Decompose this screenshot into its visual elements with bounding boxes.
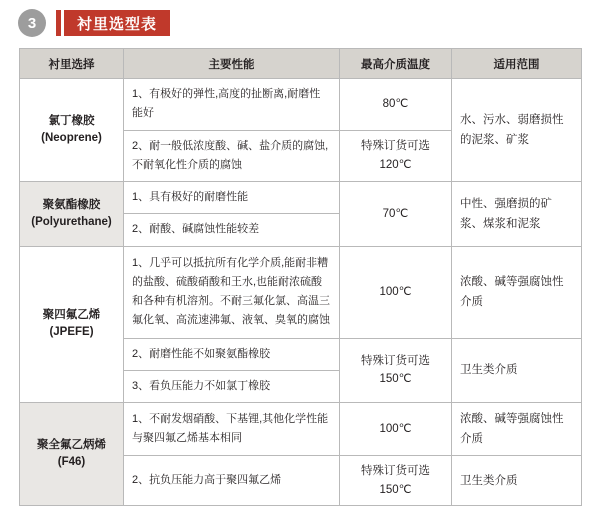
max-temp-line1: 特殊订货可选: [361, 465, 430, 478]
max-temp-cell: 100℃: [340, 246, 452, 338]
liner-name-polyurethane: [20, 182, 124, 247]
liner-name-line2: (Polyurethane): [31, 215, 112, 228]
scope-cell: 卫生类介质: [452, 338, 582, 403]
performance-cell: 1、几乎可以抵抗所有化学介质,能耐非糟的盐酸、硫酸硝酸和王水,也能耐浓硫酸和各种有机溶剂。不耐三氟化氯、高温三氟化氧、高流速沸氟、液氧、臭氧的腐蚀: [124, 246, 340, 338]
max-temp-line2: 150℃: [379, 373, 412, 386]
liner-name-line2: (JPEFE): [49, 326, 94, 339]
max-temp-cell: [340, 130, 452, 182]
performance-cell: 1、有极好的弹性,高度的扯断离,耐磨性能好: [124, 79, 340, 131]
liner-name-line1: 氯丁橡胶: [48, 114, 95, 127]
table-header: [20, 49, 582, 79]
max-temp-cell: [340, 338, 452, 403]
column-header-max-temp: 最高介质温度: [340, 49, 452, 79]
performance-cell: 2、耐一般低浓度酸、碱、盐介质的腐蚀,不耐氧化性介质的腐蚀: [124, 130, 340, 182]
column-header-liner: 衬里选择: [20, 49, 124, 79]
liner-name-f46: [20, 403, 124, 506]
table-body: [20, 79, 582, 506]
title-bar: [56, 10, 170, 36]
max-temp-cell: 70℃: [340, 182, 452, 247]
section-number-badge: 3: [18, 9, 46, 37]
liner-name-line1: 聚氨酯橡胶: [42, 198, 101, 211]
liner-name-line2: (Neoprene): [41, 132, 102, 144]
spec-table-wrapper: [19, 48, 581, 506]
title-accent-bar: [56, 10, 61, 36]
max-temp-line2: 150℃: [379, 483, 412, 496]
column-header-scope: 适用范围: [452, 49, 582, 79]
performance-cell: 3、看负压能力不如氯丁橡胶: [124, 370, 340, 402]
table-row: [20, 403, 582, 456]
performance-cell: 2、耐磨性能不如聚氨酯橡胶: [124, 338, 340, 370]
table-row: [20, 246, 582, 338]
liner-name-line2: (F46): [57, 456, 86, 469]
max-temp-cell: 80℃: [340, 79, 452, 131]
table-header-row: [20, 49, 582, 79]
max-temp-cell: 100℃: [340, 403, 452, 456]
performance-cell: 2、耐酸、碱腐蚀性能较差: [124, 214, 340, 246]
table-row: [20, 182, 582, 214]
liner-name-line1: 聚四氟乙烯: [42, 309, 101, 321]
scope-cell: 中性、强磨损的矿浆、煤浆和泥浆: [452, 182, 582, 247]
max-temp-line1: 特殊订货可选: [361, 140, 430, 153]
liner-name-neoprene: [20, 79, 124, 182]
performance-cell: 2、抗负压能力高于聚四氟乙烯: [124, 456, 340, 506]
scope-cell: 浓酸、碱等强腐蚀性介质: [452, 403, 582, 456]
scope-cell: 卫生类介质: [452, 456, 582, 506]
column-header-performance: 主要性能: [124, 49, 340, 79]
max-temp-cell: [340, 456, 452, 506]
scope-cell: 水、污水、弱磨损性的泥浆、矿浆: [452, 79, 582, 182]
page-title: 衬里选型表: [64, 10, 170, 36]
max-temp-line2: 120℃: [379, 158, 412, 171]
liner-selection-table: [19, 48, 582, 506]
scope-cell: 浓酸、碱等强腐蚀性介质: [452, 246, 582, 338]
liner-name-jpefe: [20, 246, 124, 403]
liner-name-line1: 聚全氟乙炳烯: [37, 438, 106, 451]
max-temp-line1: 特殊订货可选: [361, 354, 430, 367]
performance-cell: 1、具有极好的耐磨性能: [124, 182, 340, 214]
performance-cell: 1、不耐发烟硝酸、下基锂,其他化学性能与聚四氟乙烯基本相同: [124, 403, 340, 456]
table-row: [20, 79, 582, 131]
page-header: [18, 8, 170, 38]
